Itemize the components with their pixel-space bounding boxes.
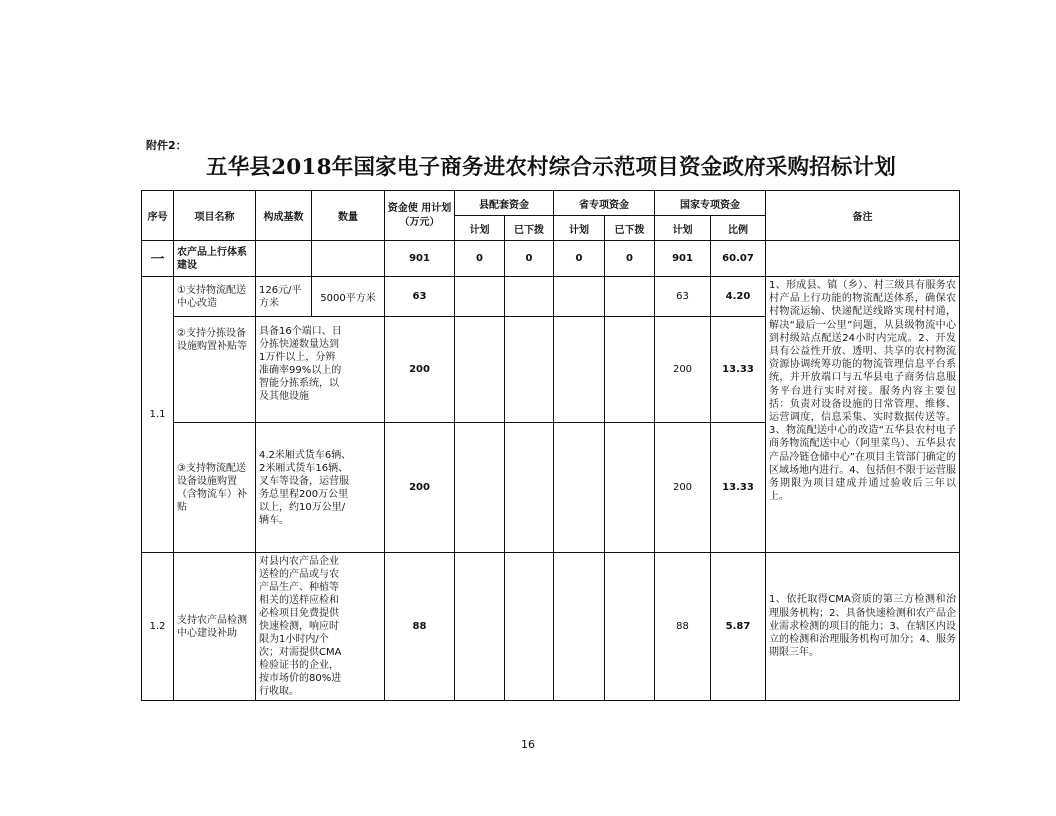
row-project-name: ①支持物流配送中心改造	[174, 277, 256, 317]
row-project-name: 支持农产品检测中心建设补助	[174, 553, 256, 701]
row-basis: 对县内农产品企业送检的产品或与农产品生产、种植等相关的送样应检和必检项目免费提供快速检测，响应时限为1小时内/个次；对需提供CMA检验证书的企业，按市场价的80%进行收取。	[256, 553, 385, 701]
empty-cell	[605, 277, 655, 317]
empty-cell	[505, 277, 554, 317]
col-funds-plan: 资金使 用计划（万元）	[385, 191, 455, 241]
col-county-funds: 县配套资金	[455, 191, 554, 216]
row-national-plan: 63	[655, 277, 711, 317]
row-national-ratio: 5.87	[711, 553, 766, 701]
row-basis	[256, 241, 312, 277]
row-quantity: 5000平方米	[312, 277, 385, 317]
row-national-plan: 200	[655, 317, 711, 423]
row-project-name: ③支持物流配送设备设施购置（含物流车）补贴	[174, 423, 256, 553]
empty-cell	[455, 423, 505, 553]
row-seq: 一	[142, 241, 174, 277]
row-project-name: 农产品上行体系建设	[174, 241, 256, 277]
row-remarks: 1、形成县、镇（乡）、村三级具有服务农村产品上行功能的物流配送体系，确保农村物流运输、快递配送线路实现村村通，解决“最后一公里”问题，从县级物流中心到村级站点配送24小时内完成。2、开发具有公益性开放、透明、共享的农村物流资源协调统筹功能的物流管理信息平台系统，并开放端口与五华县电子商务信息服务平台进行实时对接。服务内容主要包括：负责对设备设施的日常管理、维修、运营调度，信息采集、实时数据传送等。3、物流配送中心的改造“五华县农村电子商务物流配送中心（阿里菜鸟）、五华县农产品冷链仓储中心”在项目主管部门确定的区域场地内进行。4、包括但不限于运营服务期限为项目建成并通过验收后三年以上。	[766, 277, 960, 553]
row-province-plan: 0	[554, 241, 605, 277]
col-province-funds: 省专项资金	[554, 191, 655, 216]
row-funds: 88	[385, 553, 455, 701]
row-county-plan: 0	[455, 241, 505, 277]
col-national-funds: 国家专项资金	[655, 191, 766, 216]
empty-cell	[605, 317, 655, 423]
col-remarks: 备注	[766, 191, 960, 241]
table-row	[142, 241, 960, 277]
empty-cell	[505, 553, 554, 701]
empty-cell	[605, 553, 655, 701]
empty-cell	[605, 423, 655, 553]
row-basis: 126元/平方米	[256, 277, 312, 317]
col-province-allocated: 已下拨	[605, 216, 655, 241]
empty-cell	[455, 317, 505, 423]
row-province-allocated: 0	[605, 241, 655, 277]
empty-cell	[554, 277, 605, 317]
col-national-plan: 计划	[655, 216, 711, 241]
attachment-label: 附件2：	[146, 139, 187, 152]
row-remarks	[766, 241, 960, 277]
col-province-plan: 计划	[554, 216, 605, 241]
row-national-plan: 200	[655, 423, 711, 553]
row-seq: 1.1	[142, 277, 174, 553]
row-national-ratio: 13.33	[711, 317, 766, 423]
row-funds: 63	[385, 277, 455, 317]
row-national-plan: 901	[655, 241, 711, 277]
table-row	[142, 553, 960, 701]
row-seq: 1.2	[142, 553, 174, 701]
empty-cell	[455, 553, 505, 701]
empty-cell	[554, 317, 605, 423]
empty-cell	[505, 423, 554, 553]
row-funds: 200	[385, 317, 455, 423]
row-national-plan: 88	[655, 553, 711, 701]
row-funds: 901	[385, 241, 455, 277]
table-row	[142, 277, 960, 317]
col-basis: 构成基数	[256, 191, 312, 241]
col-quantity: 数量	[312, 191, 385, 241]
col-project-name: 项目名称	[174, 191, 256, 241]
empty-cell	[455, 277, 505, 317]
col-national-ratio: 比例	[711, 216, 766, 241]
row-national-ratio: 60.07	[711, 241, 766, 277]
row-project-name: ②支持分拣设备设施购置补贴等	[174, 317, 256, 423]
page-number: 16	[521, 738, 535, 751]
col-county-allocated: 已下拨	[505, 216, 554, 241]
empty-cell	[505, 317, 554, 423]
empty-cell	[554, 423, 605, 553]
document-title: 五华县2018年国家电子商务进农村综合示范项目资金政府采购招标计划	[206, 155, 896, 180]
row-remarks: 1、依托取得CMA资质的第三方检测和治理服务机构；2、具备快速检测和农产品企业需求检测的项目的能力；3、在辖区内设立的检测和治理服务机构可加分；4、服务期限三年。	[766, 553, 960, 701]
row-basis: 4.2米厢式货车6辆、2米厢式货车16辆、叉车等设备，运营服务总里程200万公里以上，约10万公里/辆车。	[256, 423, 385, 553]
row-funds: 200	[385, 423, 455, 553]
row-national-ratio: 4.20	[711, 277, 766, 317]
procurement-plan-table	[141, 190, 960, 701]
row-basis: 具备16个端口、日分拣快递数量达到1万件以上，分辨准确率99%以上的智能分拣系统，以及其他设施	[256, 317, 385, 423]
header-row-1	[142, 191, 960, 216]
col-county-plan: 计划	[455, 216, 505, 241]
col-seq: 序号	[142, 191, 174, 241]
row-quantity	[312, 241, 385, 277]
row-county-allocated: 0	[505, 241, 554, 277]
empty-cell	[554, 553, 605, 701]
row-national-ratio: 13.33	[711, 423, 766, 553]
